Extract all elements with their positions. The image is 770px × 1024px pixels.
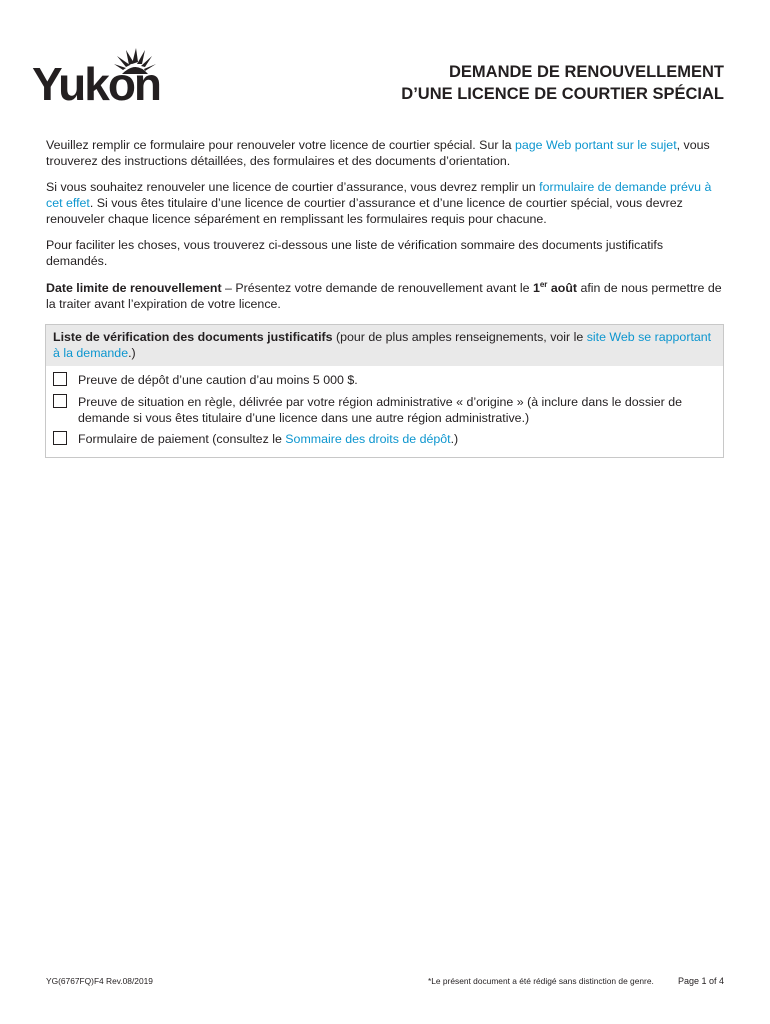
title-line-2: D’UNE LICENCE DE COURTIER SPÉCIAL xyxy=(401,85,724,103)
checklist-header xyxy=(46,325,723,366)
deadline-month: août xyxy=(550,281,578,295)
deadline-text: – Présentez votre demande de renouvellement avant le xyxy=(221,281,533,295)
form-code: YG(6767FQ)F4 Rev.08/2019 xyxy=(46,976,153,986)
page-title xyxy=(401,61,724,105)
checklist-item-label xyxy=(78,431,718,447)
yukon-logo xyxy=(32,44,172,104)
topic-webpage-link[interactable]: page Web portant sur le sujet xyxy=(515,138,677,152)
title-line-1: DEMANDE DE RENOUVELLEMENT xyxy=(448,63,724,81)
supporting-documents-checklist xyxy=(45,324,724,458)
item-text: Formulaire de paiement (consultez le xyxy=(78,432,286,446)
intro-text: , vous trouverez des instructions détaillées, des formulaires et des documents d’orientation. xyxy=(46,138,710,168)
filing-fees-summary-link[interactable]: Sommaire des droits de dépôt xyxy=(285,432,451,446)
checklist-item-label: Preuve de dépôt d’une caution d’au moins 5 000 $. xyxy=(78,373,358,387)
deadline-day: 1 xyxy=(532,281,540,295)
item-text: .) xyxy=(450,432,459,446)
deadline-day-suffix: er xyxy=(539,279,548,289)
deadline-label: Date limite de renouvellement xyxy=(46,281,222,295)
page-number: Page 1 of 4 xyxy=(677,976,724,986)
deadline-paragraph xyxy=(46,280,726,312)
checklist-header-text: (pour de plus amples renseignements, voir le xyxy=(332,330,587,344)
intro-text: . Si vous êtes titulaire d’une licence de courtier d’assurance et d’une licence de courtier spécial, vous devrez renouveler chaque licence séparément en remplissant les formulaires requis pour chacune. xyxy=(46,196,683,226)
intro-text: Veuillez remplir ce formulaire pour renouveler votre licence de courtier spécial. Sur la xyxy=(46,138,515,152)
deadline-text: afin de nous permettre de la traiter avant l’expiration de votre licence. xyxy=(46,281,722,311)
checklist-title: Liste de vérification des documents justificatifs xyxy=(53,330,333,344)
bond-proof-checkbox[interactable] xyxy=(53,372,67,386)
intro-paragraph-3: Pour faciliter les choses, vous trouverez ci-dessous une liste de vérification sommaire des documents justificatifs demandés. xyxy=(46,238,664,268)
intro-text: Si vous souhaitez renouveler une licence de courtier d’assurance, vous devrez remplir un xyxy=(46,180,540,194)
good-standing-checkbox[interactable] xyxy=(53,394,67,408)
application-website-link[interactable]: site Web se rapportant à la demande xyxy=(53,330,712,360)
payment-form-checkbox[interactable] xyxy=(53,431,67,445)
gender-note: *Le présent document a été rédigé sans distinction de genre. xyxy=(428,976,654,986)
intro-paragraph-2 xyxy=(46,179,726,227)
intro-paragraph-1 xyxy=(46,137,726,169)
checklist-item-label: Preuve de situation en règle, délivrée par votre région administrative « d’origine » (à inclure dans le dossier de demande si vous êtes titulaire d’une licence dans une autre région administrative.) xyxy=(78,395,683,425)
application-form-link[interactable]: formulaire de demande prévu à cet effet xyxy=(46,180,712,210)
checklist-header-text: .) xyxy=(128,346,136,360)
svg-text:Yukon: Yukon xyxy=(32,58,161,104)
